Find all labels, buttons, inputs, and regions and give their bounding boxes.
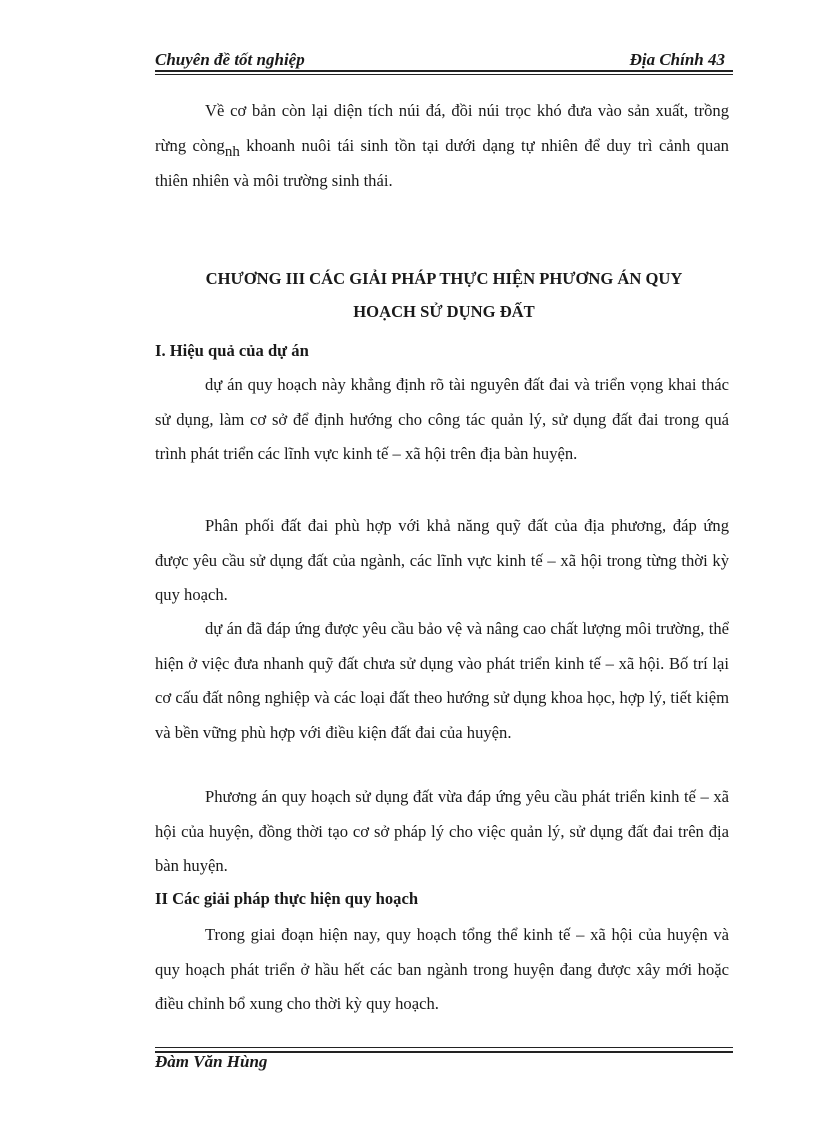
chapter-title-line1: CHƯƠNG III CÁC GIẢI PHÁP THỰC HIỆN PHƯƠNG ÁN QUY (205, 269, 683, 288)
section1-paragraph-1: dự án quy hoạch này khẳng định rõ tài nguyên đất đai và triển vọng khai thác sử dụng, làm cơ sở để định hướng cho công tác quản lý, sử dụng đất đai trong quá trình phát triển các lĩnh vực kinh tế – xã hội trên địa bàn huyện. (155, 375, 729, 463)
footer-rule-thin (155, 1047, 733, 1048)
section2-heading: II Các giải pháp thực hiện quy hoạch (155, 889, 419, 908)
section1-paragraph-3: dự án đã đáp ứng được yêu cầu bảo vệ và nâng cao chất lượng môi trường, thể hiện ở việc đưa nhanh quỹ đất chưa sử dụng vào phát triển kinh tế – xã hội. Bố trí lại cơ cấu đất nông nghiệp và các loại đất theo hướng sử dụng khoa học, hợp lý, tiết kiệm và bền vững phù hợp với điều kiện đất đai của huyện. (155, 619, 729, 742)
document-page (155, 42, 733, 1082)
header-rule-thin (155, 74, 733, 75)
intro-nh: nh (224, 143, 240, 160)
intro-paragraph (155, 94, 729, 199)
section1-heading: I. Hiệu quả của dự án (155, 341, 309, 360)
section1-paragraph-4: Phương án quy hoạch sử dụng đất vừa đáp ứng yêu cầu phát triển kinh tế – xã hội của huyện, đồng thời tạo cơ sở pháp lý cho việc quản lý, sử dụng đất đai trên địa bàn huyện. (155, 787, 729, 875)
header-rule-thick (155, 70, 733, 72)
footer-author: Đàm Văn Hùng (155, 1052, 268, 1071)
section2-paragraph-1: Trong giai đoạn hiện nay, quy hoạch tổng thể kinh tế – xã hội của huyện và quy hoạch phát triển ở hầu hết các ban ngành trong huyện đang được xây mới hoặc điều chỉnh bổ xung cho thời kỳ quy hoạch. (155, 925, 729, 1013)
intro-text-2: khoanh nuôi tái sinh tồn tại dưới dạng tự nhiên để duy trì cảnh quan thiên nhiên và môi trường sinh thái. (155, 135, 729, 190)
chapter-title-line2: HOẠCH SỬ DỤNG ĐẤT (353, 302, 535, 321)
intro-text-1: Về cơ bản còn lại diện tích núi đá, đồi núi trọc khó đưa vào sản xuất, trồng rừng còng (155, 101, 729, 155)
section1-paragraph-2: Phân phối đất đai phù hợp với khả năng quỹ đất của địa phương, đáp ứng được yêu cầu sử dụng đất của ngành, các lĩnh vực kinh tế – xã hội trong từng thời kỳ quy hoạch. (155, 516, 729, 604)
header-title: Chuyên đề tốt nghiệp (155, 50, 305, 69)
header-class: Địa Chính 43 (629, 50, 725, 69)
